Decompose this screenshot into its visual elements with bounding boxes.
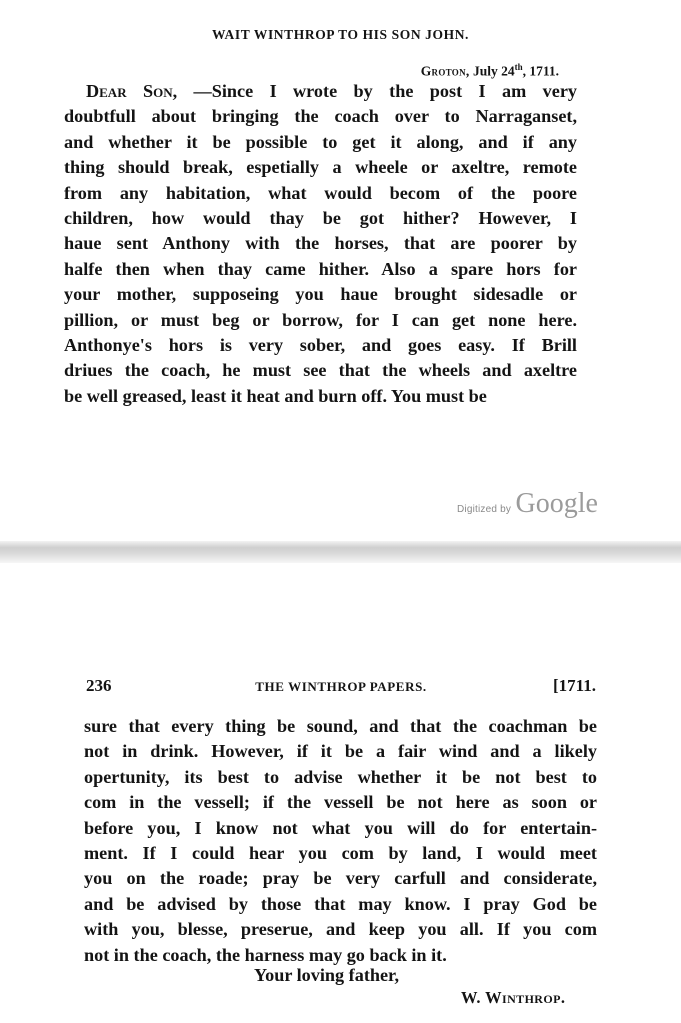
letter-body-bottom <box>84 714 597 968</box>
text-line: and whether it be possible to get it along, and if any <box>64 131 577 152</box>
text-line: com in the vessell; if the vessell be not here as soon or <box>84 792 597 813</box>
text-line: your mother, supposeing you haue brought sidesadle or <box>64 284 577 305</box>
letter-dateline <box>421 62 559 80</box>
text-line <box>64 79 577 104</box>
text-line: from any habitation, what would becom of the poore <box>64 182 577 203</box>
dateline-place: Groton, <box>420 63 470 79</box>
dateline-year: , 1711. <box>522 63 559 79</box>
text-line: children, how would thay be got hither? However, I <box>64 207 577 228</box>
google-watermark <box>457 488 598 520</box>
text-line: and be advised by those that may know. I pray God be <box>84 893 597 914</box>
letter-heading: WAIT WINTHROP TO HIS SON JOHN. <box>211 27 470 42</box>
running-year: [1711. <box>553 676 596 695</box>
text-line: halfe then when thay came hither. Also a spare hors for <box>64 258 577 279</box>
text-line: not in drink. However, if it be a fair wind and a likely <box>84 741 597 762</box>
signature: W. Winthrop. <box>461 988 566 1007</box>
text-line-content: —Since I wrote by the post I am very <box>177 81 578 101</box>
watermark-digitized: Digitized by <box>457 504 512 515</box>
salutation: Dear Son, <box>86 81 178 101</box>
text-line: haue sent Anthony with the horses, that are poorer by <box>64 233 577 254</box>
page-number: 236 <box>86 676 112 695</box>
page-divider <box>0 541 681 563</box>
running-title: THE WINTHROP PAPERS. <box>255 679 427 694</box>
watermark-google-logo: Google <box>515 488 598 519</box>
dateline-ordinal: th <box>514 62 523 72</box>
text-line: doubtfull about bringing the coach over to Narraganset, <box>64 106 577 127</box>
text-line: not in the coach, the harness may go back in it. <box>84 944 447 965</box>
text-line: you on the roade; pray be very carfull and considerate, <box>84 868 597 889</box>
text-line: sure that every thing be sound, and that the coachman be <box>84 716 597 736</box>
text-line: Anthonye's hors is very sober, and goes easy. If Brill <box>64 334 577 355</box>
text-line: be well greased, least it heat and burn off. You must be <box>64 385 487 406</box>
text-line: ment. If I could hear you com by land, I would meet <box>84 842 597 863</box>
text-line: opertunity, its best to advise whether it be not best to <box>84 766 597 787</box>
dateline-date: July 24 <box>472 63 515 79</box>
text-line: pillion, or must beg or borrow, for I can get none here. <box>64 309 577 330</box>
text-line: driues the coach, he must see that the wheels and axeltre <box>64 360 577 381</box>
text-line: before you, I know not what you will do for entertain- <box>84 817 597 838</box>
letter-body-top <box>64 79 577 409</box>
text-line: thing should break, espetially a wheele or axeltre, remote <box>64 157 577 178</box>
text-line: with you, blesse, preserue, and keep you all. If you com <box>84 919 597 940</box>
closing-line: Your loving father, <box>254 965 400 985</box>
